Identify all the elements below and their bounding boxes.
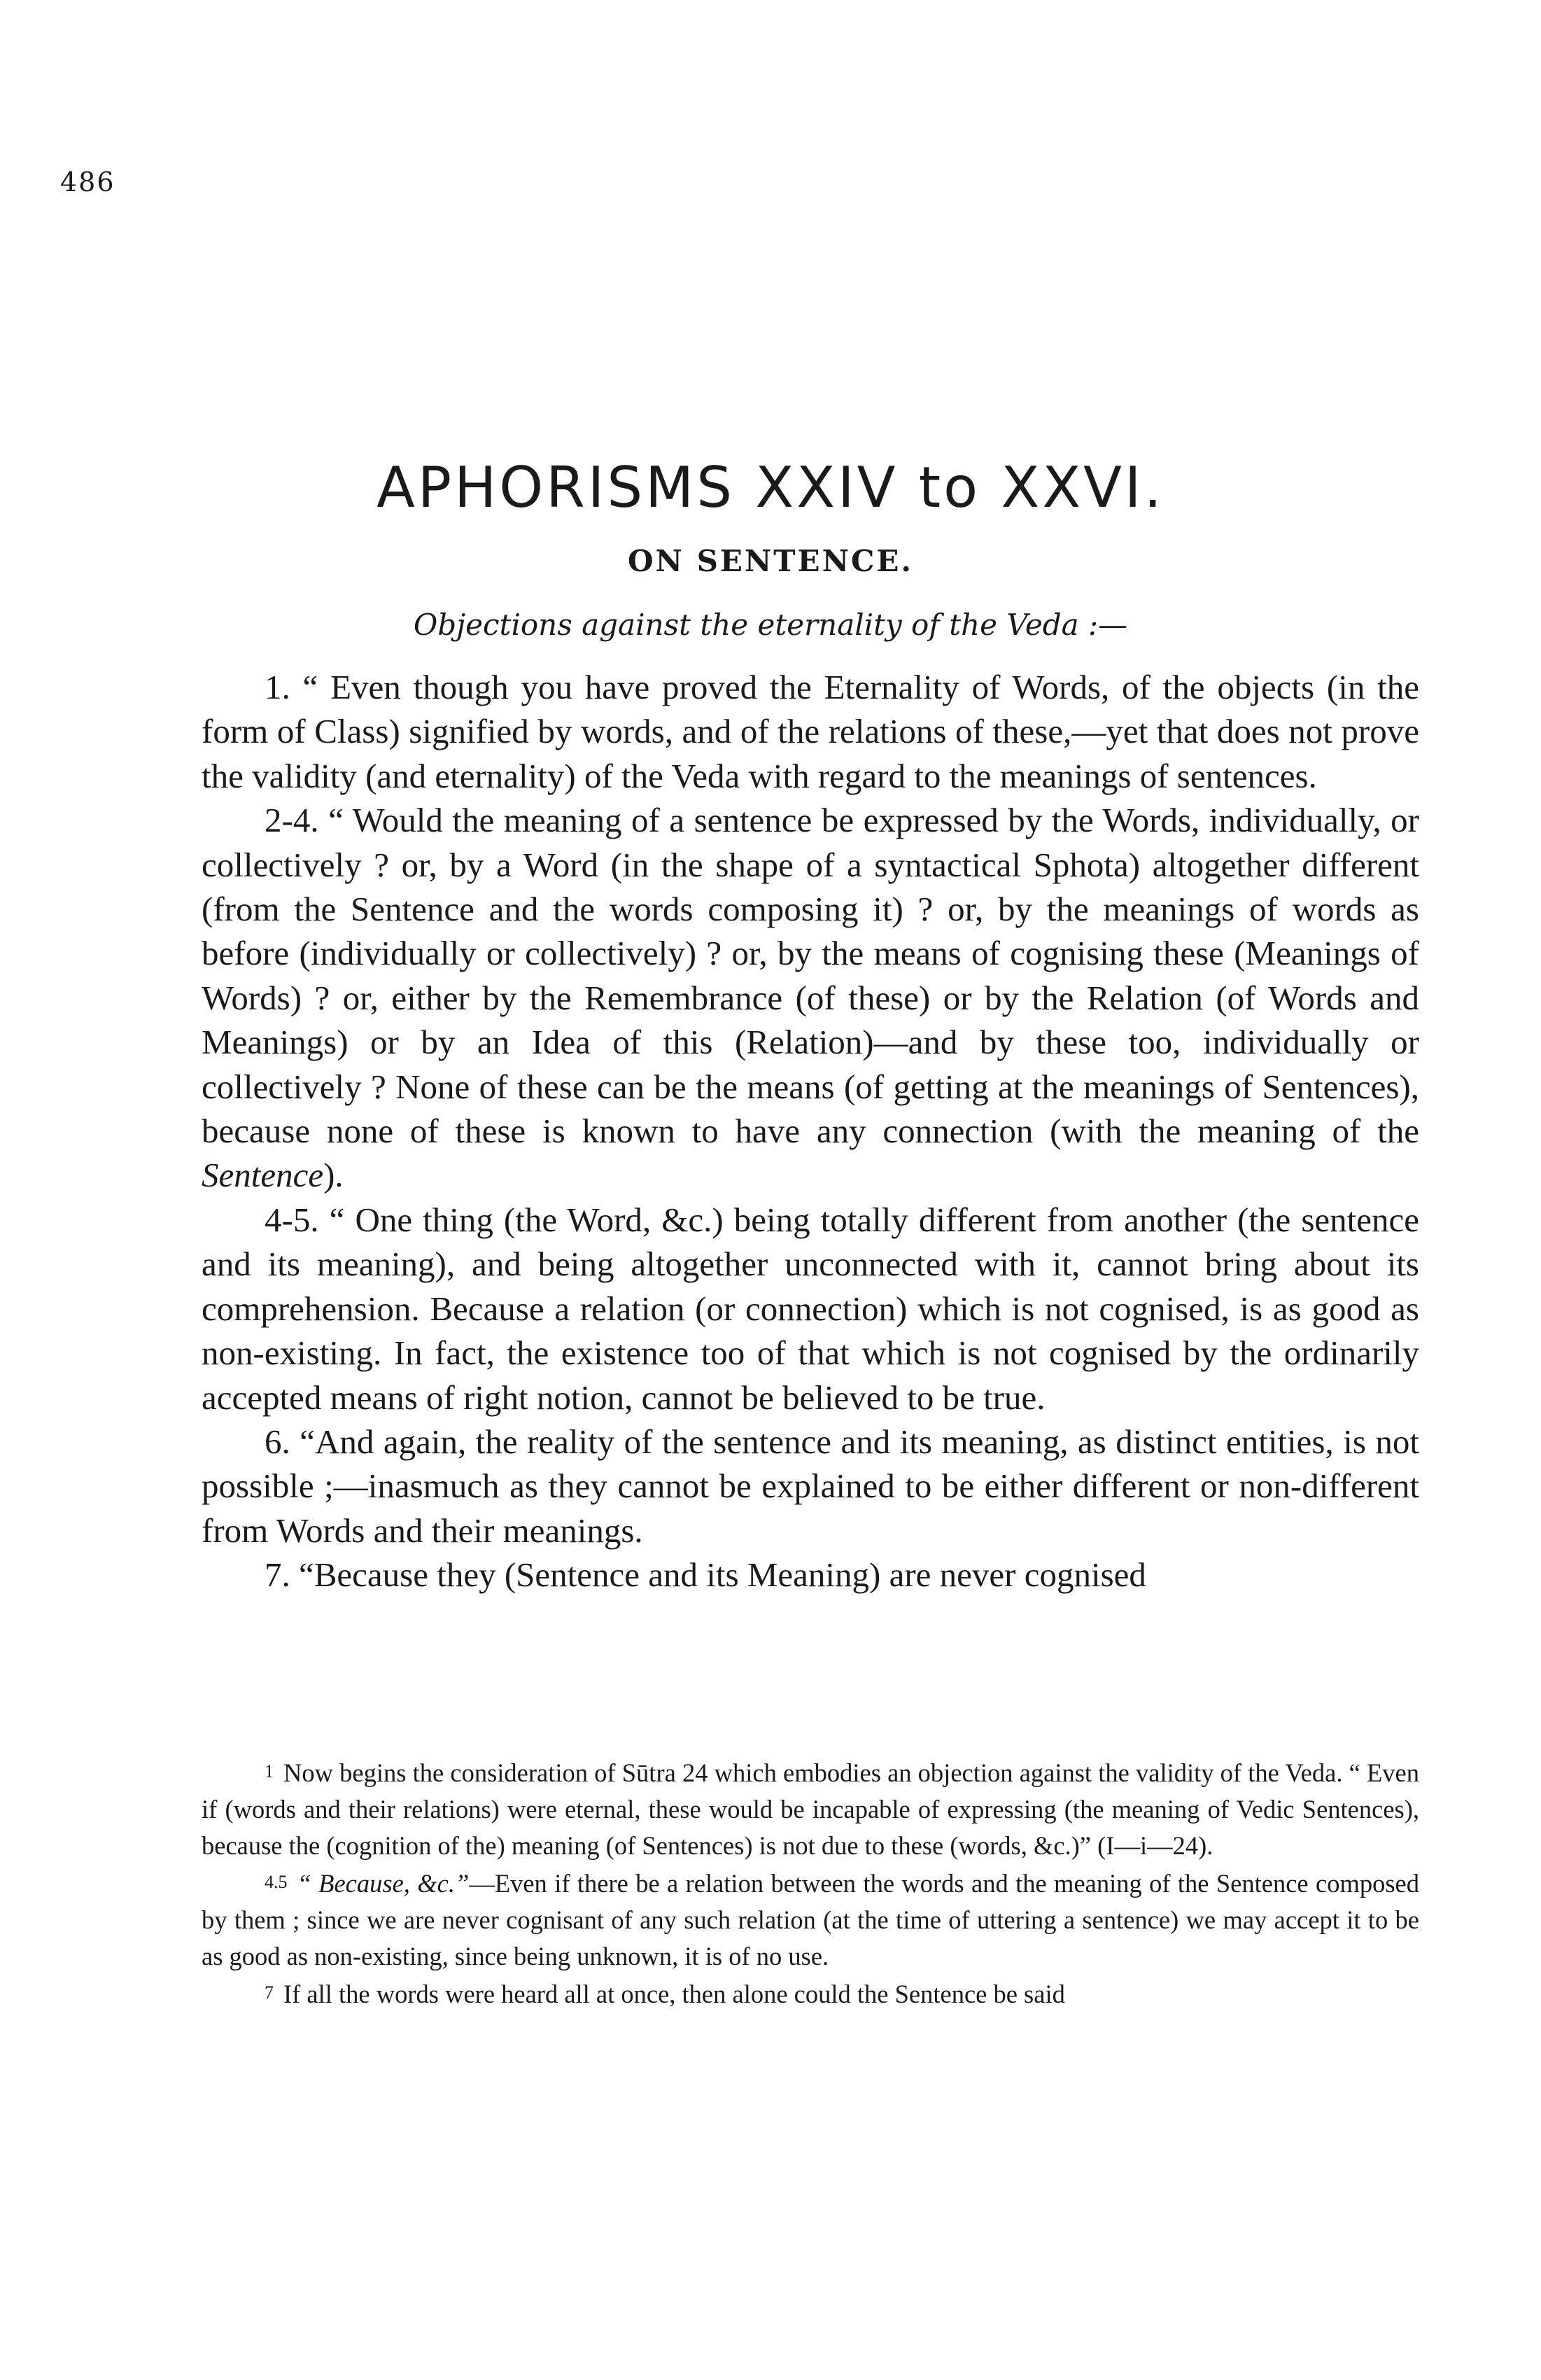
footnotes xyxy=(202,1754,1419,2012)
chapter-title: APHORISMS XXIV to XXVI. xyxy=(377,455,1164,520)
body-text xyxy=(202,665,1419,1597)
paragraph-2-4-text: 2-4. “ Would the meaning of a sentence be expressed by the Words, individually, or collectively ? or, by a Word (in the shape of a syntactical Sphota) altogether different (from the Sentence and the words composing it) ? or, by the meanings of words as before (individually or collectively) ? or, by the means of cognising these (Meanings of Words) ? or, either by the Remembrance (of these) or by the Relation (of Words and Meanings) or by an Idea of this (Relation)—and by these too, individually or collectively ? None of these can be the means (of getting at the meanings of Sentences), because none of these is known to have any connection (with the meaning of the xyxy=(202,801,1419,1151)
footnote-7-text: If all the words were heard all at once, then alone could the Sentence be said xyxy=(283,1980,1065,2008)
paragraph-4-5: 4-5. “ One thing (the Word, &c.) being totally different from another (the sentence and its meaning), and being altogether unconnected with it, cannot bring about its comprehension. Because a relation (or connection) which is not cognised, is as good as non-existing. In fact, the existence too of that which is not cognised by the ordinarily accepted means of right notion, cannot be believed to be true. xyxy=(202,1200,1419,1417)
paragraph-7: 7. “Because they (Sentence and its Meaning) are never cognised xyxy=(265,1555,1146,1595)
footnote-4-5-mark: 4.5 xyxy=(265,1872,288,1892)
footnote-1 xyxy=(202,1754,1419,1864)
footnote-4-5 xyxy=(202,1864,1419,1975)
footnote-1-mark: 1 xyxy=(265,1761,274,1782)
footnote-7 xyxy=(202,1975,1419,2012)
sentence-italic: Sentence xyxy=(202,1156,324,1195)
footnote-4-5-text: —Even if there be a relation between the words and the meaning of the Sentence composed by them ; since we are never cognisant of any such relation (at the time of uttering a sentence) we may accept it to be as good as non-existing, since being unknown, it is of no use. xyxy=(202,1869,1419,1970)
objections-heading: Objections against the eternality of the Veda :— xyxy=(413,608,1128,642)
paragraph-1: 1. “ Even though you have proved the Eternality of Words, of the objects (in the form of Class) signified by words, and of the relations of these,—yet that does not prove the validity (and eternality) of the Veda with regard to the meanings of sentences. xyxy=(202,668,1419,795)
paragraph-2-4-end: ). xyxy=(323,1156,344,1195)
paragraph-6: 6. “And again, the reality of the sentence and its meaning, as distinct entities, is not possible ;—inasmuch as they cannot be explained to be either different or non-different from Words and their meanings. xyxy=(202,1422,1419,1550)
footnote-4-5-italic: “ Because, &c.” xyxy=(297,1869,470,1898)
page-number: 486 xyxy=(60,167,115,197)
section-subtitle: ON SENTENCE. xyxy=(627,544,914,578)
footnote-1-text: Now begins the consideration of Sūtra 24 which embodies an objection against the validity of the Veda. “ Even if (words and their relations) were eternal, these would be incapable of expressing (the meaning of Vedic Sentences), because the (cognition of the) meaning (of Sentences) is not due to these (words, &c.)” (I—i—24). xyxy=(202,1758,1419,1860)
paragraph-2-4 xyxy=(202,798,1419,1198)
footnote-7-mark: 7 xyxy=(265,1982,274,2003)
